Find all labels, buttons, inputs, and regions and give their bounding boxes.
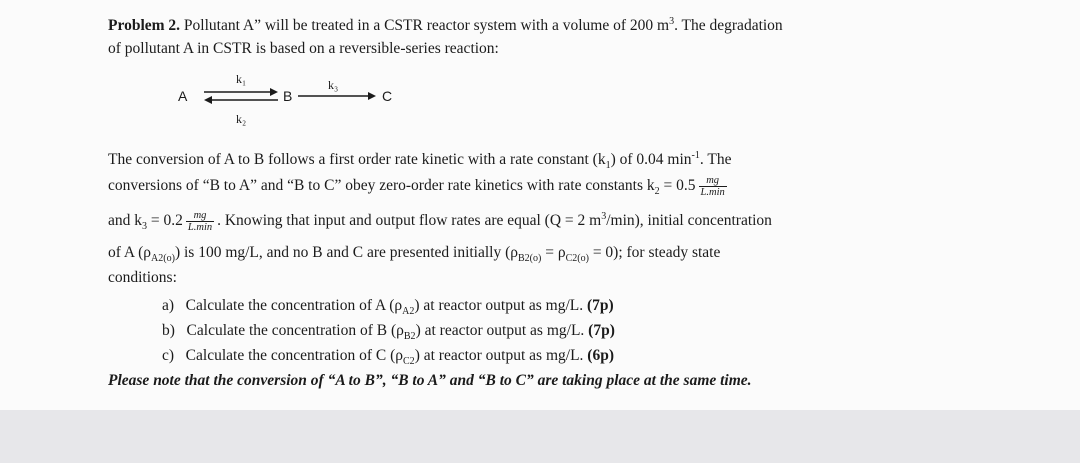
reverse-arrow-head <box>204 96 212 104</box>
note-text: Please note that the conversion of “A to B”, “B to A” and “B to C” are taking place at the same time. <box>108 372 752 389</box>
rho-c-subscript: C2(o) <box>565 253 589 265</box>
species-a: A <box>178 88 188 104</box>
para-line-5: conditions: <box>108 269 177 286</box>
question-subscript: C2 <box>403 356 415 368</box>
para-text-1c: . The <box>699 151 732 168</box>
problem-line-2: of pollutant A in CSTR is based on a reversible-series reaction: <box>108 40 499 57</box>
para-text-4b: ) is 100 mg/L, and no B and C are presented initially (ρ <box>174 244 519 261</box>
para-text-3c: . Knowing that input and output flow rates are equal (Q = 2 m <box>217 212 602 230</box>
question-text: Calculate the concentration of C (ρ <box>185 347 404 364</box>
para-text-4c: = ρ <box>541 244 566 261</box>
question-text: Calculate the concentration of B (ρ <box>186 322 404 339</box>
unit-fraction-k3 <box>186 210 214 233</box>
problem-text-1-end: . The degradation <box>674 17 783 34</box>
problem-text-1: Pollutant A” will be treated in a CSTR reactor system with a volume of 200 m <box>180 17 670 34</box>
rate-constant-k3: k₃ <box>328 78 339 92</box>
question-text-end: ) at reactor output as mg/L. <box>415 322 589 339</box>
question-points: (6p) <box>587 347 614 364</box>
k3-subscript: 3 <box>142 221 148 233</box>
para-text-3a: and k <box>108 212 143 230</box>
question-points: (7p) <box>588 322 615 339</box>
unit-numerator: mg <box>699 175 727 187</box>
rate-constant-k1: k₁ <box>236 72 247 86</box>
para-text-4d: = 0); for steady state <box>588 244 721 261</box>
k2-subscript: 2 <box>654 186 660 198</box>
para-text-3d: /min), initial concentration <box>606 212 772 230</box>
para-line-1 <box>108 150 731 170</box>
problem-heading: Problem 2. <box>108 17 181 34</box>
question-text-end: ) at reactor output as mg/L. <box>414 297 587 314</box>
question-marker: a) <box>162 297 175 314</box>
k1-subscript: 1 <box>605 160 611 172</box>
unit-fraction-k2 <box>699 175 727 198</box>
rho-b-subscript: B2(o) <box>518 253 542 265</box>
species-b: B <box>283 88 293 104</box>
question-c <box>162 346 614 366</box>
question-text: Calculate the concentration of A (ρ <box>185 297 403 314</box>
rate-constant-k2: k₂ <box>236 112 247 126</box>
para-line-4 <box>108 243 720 263</box>
question-a <box>162 296 614 316</box>
unit-numerator: mg <box>186 210 214 222</box>
para-line-3 <box>108 210 772 233</box>
forward-arrow-head <box>270 88 278 96</box>
question-marker: b) <box>162 322 175 339</box>
para-text-1a: The conversion of A to B follows a first order rate kinetic with a rate constant (k <box>108 151 606 168</box>
b-to-c-arrow-head <box>368 92 376 100</box>
unit-denominator: L.min <box>187 222 213 233</box>
question-text-end: ) at reactor output as mg/L. <box>414 347 588 364</box>
question-marker: c) <box>162 347 175 364</box>
para-text-1b: ) of 0.04 min <box>610 151 692 168</box>
para-line-2 <box>108 175 730 198</box>
para-text-3b: = 0.2 <box>147 212 183 230</box>
para-text-2b: = 0.5 <box>659 177 696 195</box>
question-subscript: B2 <box>403 331 416 343</box>
question-b <box>162 321 615 341</box>
reaction-diagram <box>170 68 410 138</box>
bottom-background <box>0 410 1080 463</box>
species-c: C <box>382 88 393 104</box>
para-text-4a: of A (ρ <box>108 244 152 261</box>
question-points: (7p) <box>587 297 614 314</box>
flow-exponent: 3 <box>601 210 607 222</box>
rho-a-subscript: A2(o) <box>151 253 175 265</box>
problem-line-1 <box>108 16 783 36</box>
unit-denominator: L.min <box>700 187 725 198</box>
para-text-2a: conversions of “B to A” and “B to C” obey zero-order rate kinetics with rate constants k <box>108 177 655 195</box>
min-exponent: -1 <box>691 149 700 161</box>
volume-exponent: 3 <box>669 15 675 27</box>
question-subscript: A2 <box>402 306 415 318</box>
